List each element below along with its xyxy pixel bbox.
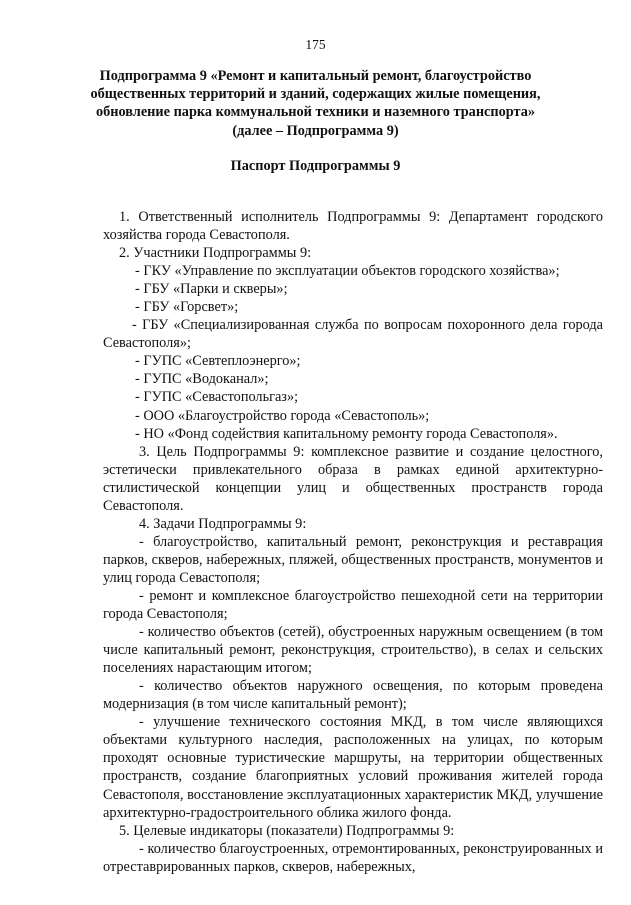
participant-item: - ГБУ «Парки и скверы»;	[135, 281, 288, 298]
title-line: обновление парка коммунальной техники и наземного транспорта»	[95, 104, 536, 121]
participant-item: - НО «Фонд содействия капитальному ремонту города Севастополя».	[135, 425, 558, 442]
participant-item: - ГУПС «Севтеплоэнерго»;	[135, 353, 301, 370]
participant-item: - ГУПС «Севастопольгаз»;	[135, 389, 299, 406]
task-item: - количество объектов наружного освещения, по которым проведена модернизация (в том числе капитальный ремонт);	[103, 678, 603, 713]
task-item: - количество объектов (сетей), обустроенных наружным освещением (в том числе капитальный ремонт, реконструкция, строительство), в селах и сельских поселениях нарастающим итогом;	[103, 624, 603, 677]
participant-item: - ГБУ «Специализированная служба по вопросам похоронного дела города Севастополя»;	[103, 317, 603, 352]
participant-item: - ГУПС «Водоканал»;	[135, 371, 269, 388]
section-indicators: 5. Целевые индикаторы (показатели) Подпрограммы 9:	[119, 822, 455, 839]
page-number: 175	[305, 37, 326, 52]
task-item: - ремонт и комплексное благоустройство пешеходной сети на территории города Севастополя;	[103, 587, 603, 623]
title-line: Подпрограмма 9 «Ремонт и капитальный ремонт, благоустройство	[99, 68, 532, 84]
section-goal: 3. Цель Подпрограммы 9: комплексное развитие и создание целостного, эстетически привлекательного образа в рамках единой архитектурно-стилистической концепции улиц и общественных пространств города Севастополя.	[103, 443, 603, 514]
section-responsible: 1. Ответственный исполнитель Подпрограммы 9: Департамент городского хозяйства города Севастополя.	[103, 209, 603, 244]
subprogram-title	[70, 67, 561, 140]
title-line: (далее – Подпрограмма 9)	[232, 122, 399, 139]
task-item: - улучшение технического состояния МКД, в том числе являющихся объектами культурного наследия, расположенных на улицах, по которым проходят основные туристические маршруты, на территории общественных пространств, создание благоприятных условий проживания жителей города Севастополя, восстановление эксплуатационных характеристик МКД, улучшение архитектурно-градостроительного облика жилого фонда.	[103, 714, 603, 821]
participant-item: - ГБУ «Горсвет»;	[135, 299, 239, 316]
participant-item: - ГКУ «Управление по эксплуатации объектов городского хозяйства»;	[135, 263, 560, 280]
section-participants: 2. Участники Подпрограммы 9:	[119, 245, 312, 262]
task-item: - благоустройство, капитальный ремонт, реконструкция и реставрация парков, скверов, набережных, пляжей, общественных пространств, монументов и улиц города Севастополя;	[103, 533, 603, 586]
section-tasks: 4. Задачи Подпрограммы 9:	[139, 515, 307, 532]
passport-heading: Паспорт Подпрограммы 9	[230, 158, 401, 174]
title-line: общественных территорий и зданий, содержащих жилые помещения,	[90, 86, 541, 103]
indicator-item: - количество благоустроенных, отремонтированных, реконструированных и отреставрированных парков, скверов, набережных,	[103, 840, 603, 875]
passport-body	[103, 208, 603, 876]
participant-item: - ООО «Благоустройство города «Севастополь»;	[135, 407, 430, 424]
